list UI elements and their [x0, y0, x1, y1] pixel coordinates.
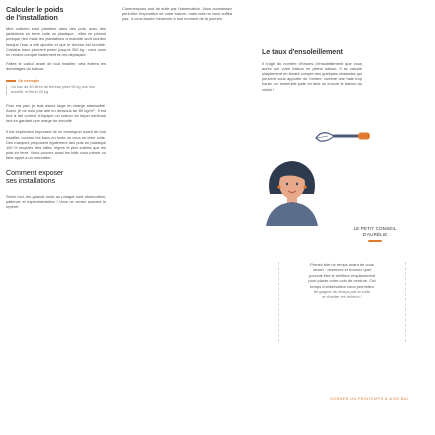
- heading-sunlight: Le taux d'ensoleillement: [262, 47, 343, 56]
- example-box: [6, 78, 106, 95]
- paragraph-solutions: Il est cependant important de se renseigner avant de tout installer, comme les bacs en fonte ou ceux en terre cuite. Des marques proposent également des pots en plastique 100 % recyclés très utiles, légers et plus solides que les pots en terre. Vous pouvez aussi les bâtir vous-même ou faire appel à un menuisier.: [6, 129, 106, 161]
- paragraph-weight-intro: Mes cultures sont plantées dans des pots, avec des jardinières en terre cuite ou plastique ; elles ne pèsent presque rien mais les plantations à maturité sont lourdes lorsque l'eau a été ajoutée et que le terreau est humide. Certains bacs peuvent peser jusqu'à 300 kg ; vous vous en rendez compte facilement en les déplaçant.: [6, 26, 106, 58]
- tip-quote-line: Prenez bien le temps avant de vous: [310, 262, 374, 267]
- right-column: [262, 4, 432, 92]
- tip-header: [320, 226, 430, 242]
- example-label-text: Un exemple: [18, 78, 40, 83]
- tip-quote-line: lancer : observez et trouvez quel: [313, 267, 371, 273]
- left-column: [6, 6, 106, 209]
- accent-bar: [6, 80, 16, 82]
- aurelie-portrait: [262, 154, 322, 226]
- tip-quote-box: [278, 262, 406, 342]
- tip-quote-line: de gagner du temps par la suite: [313, 289, 371, 295]
- tip-quote-line: pour placer votre coin de verdure. Cet: [308, 278, 376, 284]
- page-footer: DONNER UN PRINTEMPS À MON BAL: [330, 397, 409, 401]
- example-text: Un bac de 40 litres de terreau pèse 55 kg une fois mouillé, et fleuri 25 kg.: [6, 85, 106, 95]
- trowel-illustration: [314, 126, 374, 148]
- tip-quote-line: pourrait être le meilleur emplacement: [308, 272, 376, 278]
- heading-weight: Calculer le poids de l'installation: [6, 5, 64, 22]
- paragraph-weight-calc: Faites le calcul avant de tout installer, cela évitera les dommages du balcon.: [6, 61, 106, 72]
- paragraph-sunlight: Il s'agit du nombre d'heures d'ensoleillement que vous aurez sur votre balcon en pleine saison. Il se calcule simplement en tenant compte des quelques obstacles qui peuvent vous apporter de l'ombre, comme une haie trop haute, un immeuble juste en face ou encore le balcon du voisin !: [262, 60, 362, 92]
- tip-quote-line: temps d'observation vous permettra: [310, 283, 374, 289]
- tip-accent-rule: [368, 240, 382, 242]
- example-label: [6, 78, 106, 84]
- tip-quote-line: et d'éviter les échecs !: [322, 294, 362, 300]
- tip-title: LE PETIT CONSEIL D'AURÉLIE: [353, 226, 397, 237]
- middle-column: [122, 6, 232, 22]
- tip-quote-text: [279, 262, 405, 300]
- paragraph-personal: Pour ma part, je suis assez large en charge admissible. Aussi, je ne suis pas allé en dessous de 80 kg/m² ; il est tout à fait correct d'équiper un balcon de façon sérieuse tout en gardant une marge de sécurité.: [6, 102, 106, 124]
- paragraph-observe: Commençons tout de suite par l'observation. Vous connaissez peut-être l'exposition de votre balcon, mais cela ne vous suffira pas : il vous faudra l'observer à tout moment de la journée.: [122, 6, 232, 22]
- heading-expose: Comment exposer ses installations: [6, 167, 64, 186]
- paragraph-observation: Selon moi, les grands mots au potager sont observation, patience et expérimentation ! Vous ne verrez souvent le repérer.: [6, 193, 106, 210]
